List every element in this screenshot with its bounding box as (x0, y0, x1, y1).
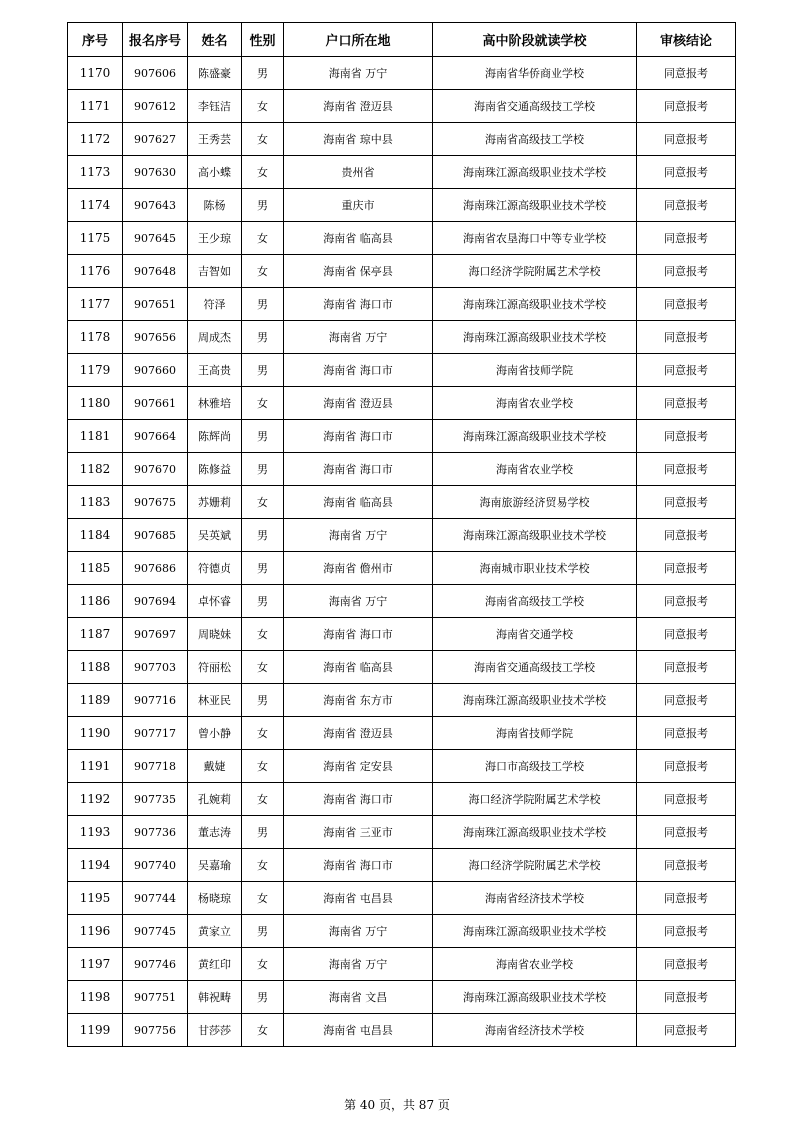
cell-hukou: 海南省 临高县 (284, 651, 433, 684)
header-row (68, 23, 736, 57)
cell-reg: 907643 (123, 189, 188, 222)
cell-seq: 1174 (68, 189, 123, 222)
table-row (68, 585, 736, 618)
cell-result: 同意报考 (637, 255, 736, 288)
cell-reg: 907686 (123, 552, 188, 585)
cell-hukou: 海南省 海口市 (284, 420, 433, 453)
table-row (68, 684, 736, 717)
table-row (68, 156, 736, 189)
cell-reg: 907740 (123, 849, 188, 882)
cell-reg: 907656 (123, 321, 188, 354)
cell-name: 周成杰 (188, 321, 242, 354)
cell-name: 董志涛 (188, 816, 242, 849)
cell-hukou: 海南省 万宁 (284, 57, 433, 90)
cell-seq: 1176 (68, 255, 123, 288)
cell-gender: 男 (242, 552, 284, 585)
cell-reg: 907716 (123, 684, 188, 717)
cell-gender: 女 (242, 255, 284, 288)
cell-hukou: 海南省 澄迈县 (284, 387, 433, 420)
applicant-table (67, 22, 736, 1047)
cell-result: 同意报考 (637, 981, 736, 1014)
table-row (68, 255, 736, 288)
cell-school: 海南旅游经济贸易学校 (433, 486, 637, 519)
cell-hukou: 海南省 澄迈县 (284, 90, 433, 123)
table-row (68, 57, 736, 90)
cell-result: 同意报考 (637, 783, 736, 816)
cell-name: 卓怀睿 (188, 585, 242, 618)
table-row (68, 453, 736, 486)
cell-seq: 1196 (68, 915, 123, 948)
cell-seq: 1184 (68, 519, 123, 552)
cell-reg: 907627 (123, 123, 188, 156)
cell-seq: 1179 (68, 354, 123, 387)
table-row (68, 189, 736, 222)
cell-gender: 男 (242, 420, 284, 453)
cell-name: 王高贵 (188, 354, 242, 387)
cell-gender: 男 (242, 57, 284, 90)
cell-school: 海南省经济技术学校 (433, 1014, 637, 1047)
table-row (68, 387, 736, 420)
cell-seq: 1170 (68, 57, 123, 90)
cell-result: 同意报考 (637, 750, 736, 783)
cell-reg: 907735 (123, 783, 188, 816)
table-row (68, 717, 736, 750)
cell-reg: 907606 (123, 57, 188, 90)
cell-school: 海南省高级技工学校 (433, 123, 637, 156)
cell-reg: 907675 (123, 486, 188, 519)
cell-name: 苏姗莉 (188, 486, 242, 519)
cell-hukou: 海南省 屯昌县 (284, 1014, 433, 1047)
cell-result: 同意报考 (637, 717, 736, 750)
cell-school: 海南省农业学校 (433, 387, 637, 420)
table-row (68, 816, 736, 849)
cell-gender: 女 (242, 387, 284, 420)
cell-school: 海南省交通高级技工学校 (433, 90, 637, 123)
table-row (68, 354, 736, 387)
table-row (68, 1014, 736, 1047)
cell-name: 戴婕 (188, 750, 242, 783)
cell-name: 符泽 (188, 288, 242, 321)
cell-reg: 907746 (123, 948, 188, 981)
cell-result: 同意报考 (637, 882, 736, 915)
table-row (68, 90, 736, 123)
header-school: 高中阶段就读学校 (433, 23, 637, 57)
header-gender: 性别 (242, 23, 284, 57)
table-row (68, 321, 736, 354)
cell-school: 海南珠江源高级职业技术学校 (433, 288, 637, 321)
table-row (68, 981, 736, 1014)
header-reg: 报名序号 (123, 23, 188, 57)
header-result: 审核结论 (637, 23, 736, 57)
cell-seq: 1199 (68, 1014, 123, 1047)
cell-school: 海南省交通学校 (433, 618, 637, 651)
cell-gender: 男 (242, 453, 284, 486)
cell-result: 同意报考 (637, 288, 736, 321)
cell-seq: 1192 (68, 783, 123, 816)
cell-gender: 男 (242, 288, 284, 321)
cell-name: 陈修益 (188, 453, 242, 486)
cell-name: 韩祝畴 (188, 981, 242, 1014)
cell-gender: 男 (242, 519, 284, 552)
header-name: 姓名 (188, 23, 242, 57)
cell-result: 同意报考 (637, 585, 736, 618)
cell-gender: 男 (242, 915, 284, 948)
cell-name: 吴嘉瑜 (188, 849, 242, 882)
cell-name: 李钰洁 (188, 90, 242, 123)
cell-hukou: 海南省 定安县 (284, 750, 433, 783)
cell-reg: 907745 (123, 915, 188, 948)
cell-name: 陈盛豪 (188, 57, 242, 90)
cell-seq: 1178 (68, 321, 123, 354)
cell-name: 吴英斌 (188, 519, 242, 552)
cell-gender: 女 (242, 717, 284, 750)
cell-hukou: 海南省 海口市 (284, 354, 433, 387)
cell-reg: 907648 (123, 255, 188, 288)
cell-school: 海南珠江源高级职业技术学校 (433, 519, 637, 552)
cell-result: 同意报考 (637, 123, 736, 156)
cell-gender: 男 (242, 189, 284, 222)
cell-reg: 907660 (123, 354, 188, 387)
cell-school: 海南城市职业技术学校 (433, 552, 637, 585)
cell-school: 海南珠江源高级职业技术学校 (433, 321, 637, 354)
table-row (68, 618, 736, 651)
cell-school: 海南珠江源高级职业技术学校 (433, 420, 637, 453)
table-row (68, 288, 736, 321)
cell-reg: 907651 (123, 288, 188, 321)
cell-result: 同意报考 (637, 816, 736, 849)
cell-result: 同意报考 (637, 57, 736, 90)
cell-hukou: 海南省 临高县 (284, 486, 433, 519)
cell-seq: 1171 (68, 90, 123, 123)
cell-hukou: 海南省 临高县 (284, 222, 433, 255)
cell-hukou: 海南省 万宁 (284, 519, 433, 552)
cell-result: 同意报考 (637, 453, 736, 486)
cell-hukou: 海南省 海口市 (284, 453, 433, 486)
cell-hukou: 海南省 万宁 (284, 915, 433, 948)
cell-reg: 907717 (123, 717, 188, 750)
cell-reg: 907756 (123, 1014, 188, 1047)
cell-gender: 男 (242, 981, 284, 1014)
cell-reg: 907630 (123, 156, 188, 189)
cell-gender: 女 (242, 651, 284, 684)
cell-school: 海南珠江源高级职业技术学校 (433, 684, 637, 717)
cell-seq: 1194 (68, 849, 123, 882)
cell-gender: 女 (242, 1014, 284, 1047)
cell-gender: 男 (242, 684, 284, 717)
table-row (68, 882, 736, 915)
cell-school: 海口市高级技工学校 (433, 750, 637, 783)
cell-school: 海口经济学院附属艺术学校 (433, 783, 637, 816)
cell-result: 同意报考 (637, 387, 736, 420)
cell-result: 同意报考 (637, 486, 736, 519)
cell-seq: 1189 (68, 684, 123, 717)
cell-school: 海南珠江源高级职业技术学校 (433, 189, 637, 222)
cell-seq: 1181 (68, 420, 123, 453)
cell-reg: 907612 (123, 90, 188, 123)
page-number: 第 40 页，共 87 页 (344, 1098, 450, 1112)
cell-seq: 1187 (68, 618, 123, 651)
cell-school: 海南省农垦海口中等专业学校 (433, 222, 637, 255)
table-row (68, 552, 736, 585)
cell-seq: 1191 (68, 750, 123, 783)
table-row (68, 915, 736, 948)
cell-name: 林雅培 (188, 387, 242, 420)
cell-result: 同意报考 (637, 321, 736, 354)
cell-reg: 907685 (123, 519, 188, 552)
cell-gender: 女 (242, 618, 284, 651)
cell-seq: 1177 (68, 288, 123, 321)
cell-hukou: 贵州省 (284, 156, 433, 189)
cell-reg: 907718 (123, 750, 188, 783)
cell-reg: 907697 (123, 618, 188, 651)
cell-result: 同意报考 (637, 618, 736, 651)
cell-reg: 907751 (123, 981, 188, 1014)
cell-hukou: 海南省 海口市 (284, 783, 433, 816)
cell-seq: 1195 (68, 882, 123, 915)
cell-hukou: 海南省 海口市 (284, 288, 433, 321)
cell-gender: 男 (242, 321, 284, 354)
cell-name: 高小蝶 (188, 156, 242, 189)
cell-result: 同意报考 (637, 948, 736, 981)
cell-reg: 907661 (123, 387, 188, 420)
cell-school: 海南省农业学校 (433, 948, 637, 981)
cell-name: 陈辉尚 (188, 420, 242, 453)
cell-gender: 女 (242, 849, 284, 882)
cell-seq: 1173 (68, 156, 123, 189)
cell-seq: 1172 (68, 123, 123, 156)
cell-result: 同意报考 (637, 552, 736, 585)
cell-hukou: 海南省 万宁 (284, 585, 433, 618)
cell-gender: 女 (242, 123, 284, 156)
cell-hukou: 海南省 三亚市 (284, 816, 433, 849)
cell-seq: 1183 (68, 486, 123, 519)
cell-school: 海南省高级技工学校 (433, 585, 637, 618)
cell-hukou: 海南省 万宁 (284, 321, 433, 354)
table-row (68, 750, 736, 783)
cell-hukou: 重庆市 (284, 189, 433, 222)
cell-hukou: 海南省 儋州市 (284, 552, 433, 585)
cell-gender: 男 (242, 585, 284, 618)
cell-reg: 907694 (123, 585, 188, 618)
cell-name: 符德贞 (188, 552, 242, 585)
cell-school: 海南珠江源高级职业技术学校 (433, 981, 637, 1014)
cell-school: 海口经济学院附属艺术学校 (433, 255, 637, 288)
cell-school: 海南省华侨商业学校 (433, 57, 637, 90)
cell-seq: 1180 (68, 387, 123, 420)
cell-name: 孔婉莉 (188, 783, 242, 816)
cell-name: 杨晓琼 (188, 882, 242, 915)
cell-reg: 907744 (123, 882, 188, 915)
table-row (68, 849, 736, 882)
cell-hukou: 海南省 保亭县 (284, 255, 433, 288)
cell-reg: 907664 (123, 420, 188, 453)
cell-result: 同意报考 (637, 189, 736, 222)
cell-school: 海南省技师学院 (433, 354, 637, 387)
cell-seq: 1175 (68, 222, 123, 255)
cell-gender: 女 (242, 156, 284, 189)
cell-gender: 男 (242, 816, 284, 849)
cell-gender: 女 (242, 783, 284, 816)
cell-seq: 1197 (68, 948, 123, 981)
table-row (68, 519, 736, 552)
cell-school: 海南珠江源高级职业技术学校 (433, 816, 637, 849)
cell-school: 海南珠江源高级职业技术学校 (433, 156, 637, 189)
table-row (68, 222, 736, 255)
cell-hukou: 海南省 文昌 (284, 981, 433, 1014)
cell-name: 林亚民 (188, 684, 242, 717)
cell-school: 海南省交通高级技工学校 (433, 651, 637, 684)
cell-reg: 907736 (123, 816, 188, 849)
cell-seq: 1188 (68, 651, 123, 684)
cell-result: 同意报考 (637, 354, 736, 387)
cell-hukou: 海南省 东方市 (284, 684, 433, 717)
cell-result: 同意报考 (637, 420, 736, 453)
cell-name: 陈杨 (188, 189, 242, 222)
cell-gender: 女 (242, 486, 284, 519)
cell-result: 同意报考 (637, 849, 736, 882)
cell-gender: 女 (242, 222, 284, 255)
cell-hukou: 海南省 万宁 (284, 948, 433, 981)
table-row (68, 123, 736, 156)
cell-reg: 907670 (123, 453, 188, 486)
table-row (68, 651, 736, 684)
cell-result: 同意报考 (637, 684, 736, 717)
cell-hukou: 海南省 海口市 (284, 849, 433, 882)
header-seq: 序号 (68, 23, 123, 57)
cell-name: 黄家立 (188, 915, 242, 948)
cell-gender: 女 (242, 882, 284, 915)
cell-seq: 1190 (68, 717, 123, 750)
cell-gender: 女 (242, 90, 284, 123)
cell-name: 黄红印 (188, 948, 242, 981)
table-row (68, 420, 736, 453)
cell-seq: 1185 (68, 552, 123, 585)
cell-reg: 907645 (123, 222, 188, 255)
cell-school: 海南省经济技术学校 (433, 882, 637, 915)
cell-name: 周晓妹 (188, 618, 242, 651)
cell-hukou: 海南省 琼中县 (284, 123, 433, 156)
cell-result: 同意报考 (637, 156, 736, 189)
cell-result: 同意报考 (637, 651, 736, 684)
cell-name: 吉智如 (188, 255, 242, 288)
table-row (68, 486, 736, 519)
cell-hukou: 海南省 屯昌县 (284, 882, 433, 915)
cell-name: 符丽松 (188, 651, 242, 684)
cell-name: 王秀芸 (188, 123, 242, 156)
cell-hukou: 海南省 海口市 (284, 618, 433, 651)
cell-school: 海口经济学院附属艺术学校 (433, 849, 637, 882)
cell-result: 同意报考 (637, 915, 736, 948)
cell-result: 同意报考 (637, 90, 736, 123)
cell-result: 同意报考 (637, 222, 736, 255)
header-hukou: 户口所在地 (284, 23, 433, 57)
cell-name: 甘莎莎 (188, 1014, 242, 1047)
cell-seq: 1186 (68, 585, 123, 618)
cell-result: 同意报考 (637, 519, 736, 552)
cell-seq: 1182 (68, 453, 123, 486)
cell-name: 曾小静 (188, 717, 242, 750)
table-row (68, 948, 736, 981)
cell-seq: 1198 (68, 981, 123, 1014)
cell-name: 王少琼 (188, 222, 242, 255)
cell-school: 海南省技师学院 (433, 717, 637, 750)
cell-gender: 女 (242, 948, 284, 981)
cell-school: 海南珠江源高级职业技术学校 (433, 915, 637, 948)
cell-gender: 女 (242, 750, 284, 783)
cell-reg: 907703 (123, 651, 188, 684)
cell-gender: 男 (242, 354, 284, 387)
cell-hukou: 海南省 澄迈县 (284, 717, 433, 750)
cell-school: 海南省农业学校 (433, 453, 637, 486)
cell-seq: 1193 (68, 816, 123, 849)
cell-result: 同意报考 (637, 1014, 736, 1047)
table-row (68, 783, 736, 816)
